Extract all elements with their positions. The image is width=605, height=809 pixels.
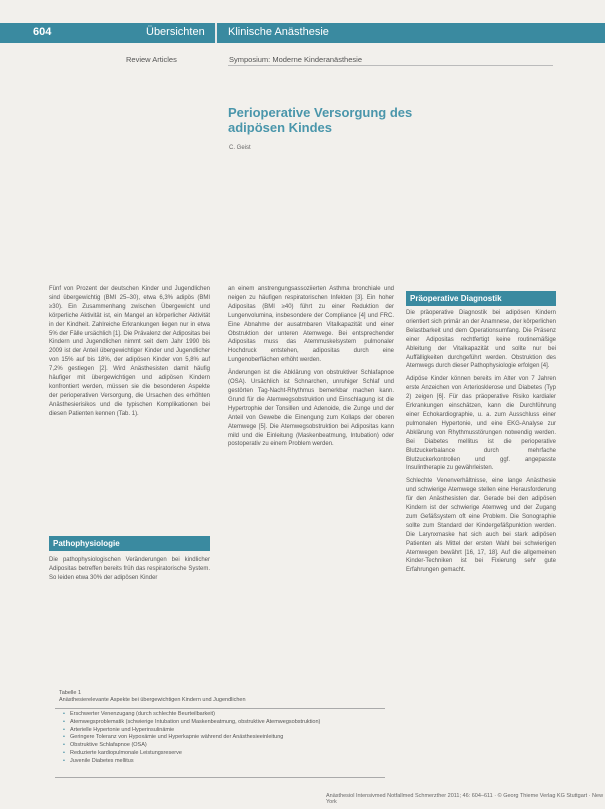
symposium-label: Symposium: Moderne Kinderanästhesie xyxy=(229,55,362,64)
table-caption-text: Anästhesierelevante Aspekte bei übergewichtigen Kindern und Jugendlichen xyxy=(59,697,246,703)
section-heading-pathophysiologie: Pathophysiologie xyxy=(49,536,210,551)
article-title: Perioperative Versorgung des adipösen Kindes xyxy=(228,105,413,135)
list-item: • Atemwegsproblematik (schwierige Intubation und Maskenbeatmung, obstruktive Atemwegsobstruktion) xyxy=(65,719,385,727)
col3-paragraph-1: Die präoperative Diagnostik bei adipösen Kindern orientiert sich primär an der Anamnese, der körperlichen Belastbarkeit und dem Operationsumfang. Die Präsenz einer Adipositas rechtfertigt keine routinemäßige Ableitung der Vitalkapazität und sollte nur bei Auffälligkeiten durchgeführt werden. Obstruktion des Atemwegs durch dieser Pathophysiologie erfolgen [4]. xyxy=(406,310,556,370)
patho-paragraph: Die pathophysiologischen Veränderungen bei kindlicher Adipositas betreffen bereits früh das respiratorische System. So leiden etwa 30% der adipösen Kinder xyxy=(49,557,210,581)
column-3 xyxy=(406,309,556,575)
list-item: • Arterielle Hypertonie und Hyperinsulinämie xyxy=(65,727,385,735)
header-rule xyxy=(228,65,553,66)
intro-paragraph: Fünf von Prozent der deutschen Kinder und Jugendlichen sind übergewichtig (BMI 25–30), etwa 6,3% adipös (BMI ≥30). Ein Zusammenhang zwischen Übergewicht und körperliche Aktivität ist, ein Mangel an körperlicher Aktivität in der Kindheit. Zahlreiche Erkrankungen liegen nur in etwa 5% der Fälle ursächlich [1]. Die Prävalenz der Adipositas bei Kindern und Jugendlichen nimmt seit dem Jahr 1990 bis 2009 ist der Anteil übergewichtiger Kinder und Jugendlicher von 15% auf bis 18%, der adipösen Kinder von 5,8% auf 7,2% gestiegen [2]. Wird Anästhesisten damit häufig häufiger mit übergewichtigen und adipösen Kindern konfrontiert werden, müssen sie die besonderen Aspekte der perioperativen Versorgung, die Ursachen des erhöhten Anästhesierisikos und die typischen Komplikationen bei diesen Patienten kennen (Tab. 1). xyxy=(49,286,210,417)
section-heading-diagnostik: Präoperative Diagnostik xyxy=(406,291,556,306)
table-caption xyxy=(59,690,246,704)
list-item: • Obstruktive Schlafapnoe (OSA) xyxy=(65,742,385,750)
section-label: Übersichten xyxy=(146,26,205,38)
list-item: • Geringere Toleranz von Hypoxämie und Hyperkapnie während der Anästhesieeinleitung xyxy=(65,734,385,742)
header-divider xyxy=(215,23,217,43)
col3-paragraph-3: Schlechte Venenverhältnisse, eine lange Anästhesie und schwierige Atemwege stellen eine Herausforderung für den Anästhesisten dar. Gerade bei den adipösen Kindern ist der schwierige Atemweg und der Zugang zum Gefäßsystem oft eine Problem. Die Sonographie sollte zum Standard der Kindergefäßpunktion werden. Die Larynxmaske hat sich auch bei stark adipösen Patienten als Mittel der ersten Wahl bei schwierigen Atemwegen bewährt [16, 17, 18]. Auf die allgemeinen Kinder-Techniken ist bei Fixierung sehr gute Erfahrungen gemacht. xyxy=(406,478,556,574)
list-item: • Reduzierte kardiopulmonale Leistungsreserve xyxy=(65,750,385,758)
table-label: Tabelle 1 xyxy=(59,690,82,696)
article-author: C. Geist xyxy=(229,145,251,151)
table-body xyxy=(55,708,385,778)
col3-paragraph-2: Adipöse Kinder können bereits im Alter von 7 Jahren erste Anzeichen von Arteriosklerose und Diabetes (Typ 2) zeigen [6]. Für das präoperative Risiko kardialer Erkrankungen einschätzen, kann die Durchführung einer Echokardiographie, u. a. zum Ausschluss einer pulmonalen Hypertonie, und eine EKG-Analyse zur Abklärung von Rhythmusstörungen notwendig werden. Bei Diabetes mellitus ist die perioperative Blutzuckerbalance durch mehrfache Blutzuckerkontrollen und ggf. angepasste Insulintherapie zu gewährleisten. xyxy=(406,376,556,472)
journal-section-label: Klinische Anästhesie xyxy=(228,26,329,38)
list-item: • Juvenile Diabetes mellitus xyxy=(65,758,385,766)
table-1 xyxy=(49,690,393,778)
page-footer: Anästhesiol Intensivmed Notfallmed Schmerzther 2011; 46: 604–611 · © Georg Thieme Verlag KG Stuttgart · New York xyxy=(326,793,604,805)
page-number: 604 xyxy=(33,26,52,38)
list-item: • Erschwerter Venenzugang (durch schlechte Beurteilbarkeit) xyxy=(65,711,385,719)
table-list xyxy=(55,709,385,766)
column-2 xyxy=(228,285,394,449)
article-type: Review Articles xyxy=(126,55,177,64)
column-1 xyxy=(49,285,210,419)
col2-paragraph-2: Änderungen ist die Abklärung von obstruktiver Schlafapnoe (OSA). Ursächlich ist Schnarchen, unruhiger Schlaf und gestörten Tag-Nacht-Rhythmus bemerkbar machen kann. Grund für die Atemwegsobstruktion und Einschlagung ist die Hypertrophie der Tonsillen und Adenoide, die Zunge und der Anteil von Gewebe die Einengung zum Kollaps der oberen Atemwege [5]. Die Atemwegsobstruktion bei Adipositas kann mild und die Einleitung (Maskenbeatmung, Intubation) oder postoperativ zu einem Problem werden. xyxy=(228,370,394,448)
running-header xyxy=(0,23,605,43)
col2-paragraph-1: an einem anstrengungsassoziierten Asthma bronchiale und neigen zu häufigen respiratorischen Infekten [3]. Ein hoher Adipositas (BMI ≥40) führt zu einer Reduktion der Lungenvolumina, insbesondere der Compliance [4] und FRC. Eine Abnahme der ausatmbaren Vitalkapazität und einer Obstruktion der unteren Atemwege. Bei entsprechender Adipositas muss das Atemmuskelsystem pulmonaler Hochdruck entstehen, adipositas durch eine Lungenoberflächen erhöht werden. xyxy=(228,286,394,364)
column-1-lower xyxy=(49,556,210,583)
